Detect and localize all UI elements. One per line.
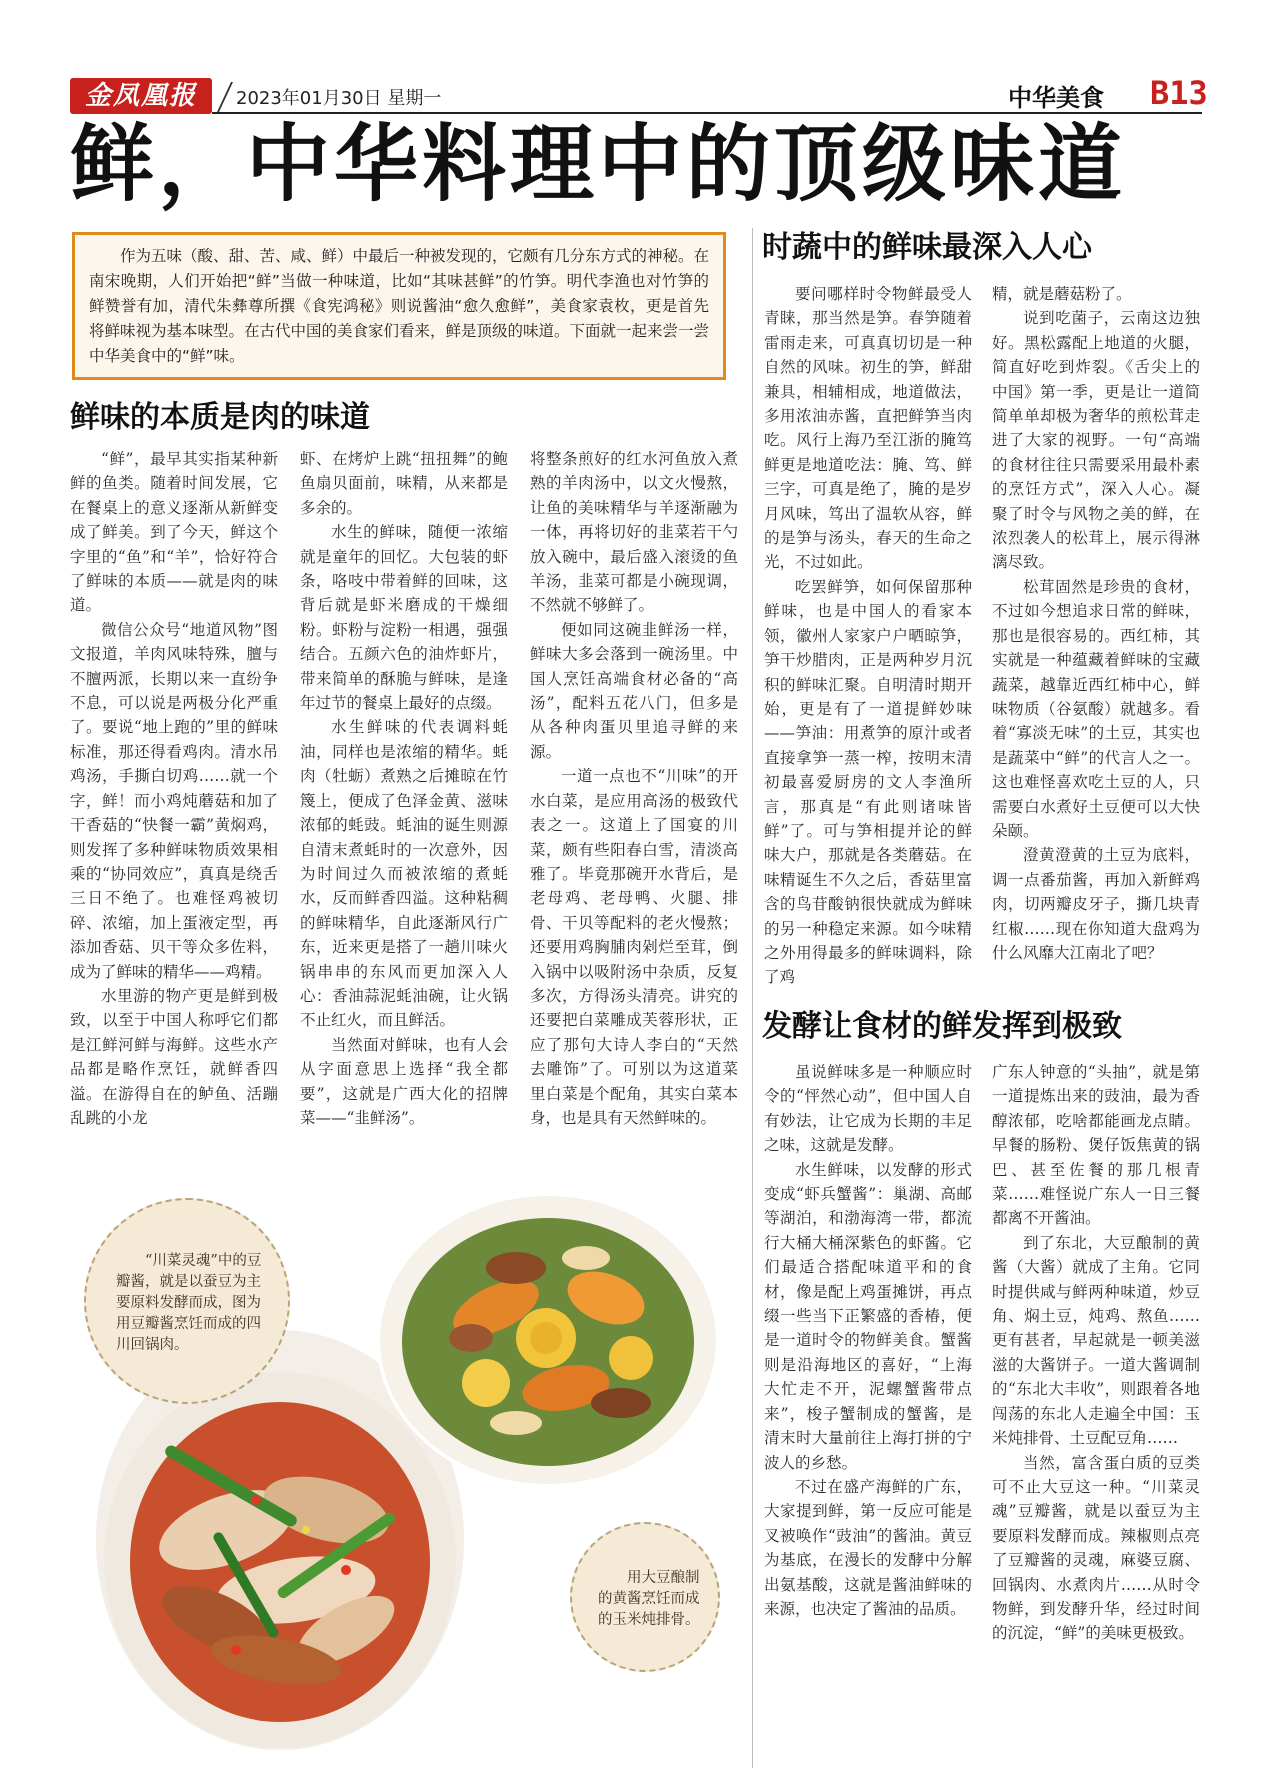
caption-text: “川菜灵魂”中的豆瓣酱，就是以蚕豆为主要原料发酵而成，图为用豆瓣酱烹饪而成的四川回锅肉。 bbox=[116, 1252, 262, 1353]
masthead-slash bbox=[217, 82, 233, 112]
paragraph: 说到吃菌子，云南这边独好。黑松露配上地道的火腿，简直好吃到炸裂。《舌尖上的中国》第一季，更是让一道简简单单却极为奢华的煎松茸走进了大家的视野。一句“高端的食材往往只需要采用最朴素的烹饪方式”，深入人心。凝聚了时令与风物之美的鲜，在浓烈袭人的松茸上，展示得淋漓尽致。 bbox=[992, 309, 1200, 572]
paragraph: 虾、在烤炉上跳“扭扭舞”的鲍鱼扇贝面前，味精，从来都是多余的。 bbox=[300, 450, 508, 517]
paragraph: “鲜”，最早其实指某种新鲜的鱼类。随着时间发展，它在餐桌上的意义逐渐从新鲜变成了鲜美。到了今天，鲜这个字里的“鱼”和“羊”，恰好符合了鲜味的本质——就是肉的味道。 bbox=[70, 450, 278, 615]
article-column-7 bbox=[992, 1060, 1200, 1760]
column-divider bbox=[752, 228, 753, 1768]
paragraph: 将整条煎好的红水河鱼放入煮熟的羊肉汤中，以文火慢熬，让鱼的美味精华与羊逐渐融为一体，再将切好的韭菜若干勺放入碗中，最后盛入滚烫的鱼羊汤，韭菜可都是小碗现调，不然就不够鲜了。 bbox=[530, 450, 738, 615]
article-column-5 bbox=[992, 282, 1200, 994]
paragraph: 要问哪样时令物鲜最受人青睐，那当然是笋。春笋随着雷雨走来，可真真切切是一种自然的风味。初生的笋，鲜甜兼具，相辅相成，地道做法，多用浓油赤酱，直把鲜笋当肉吃。风行上海乃至江浙的腌笃鲜更是地道吃法：腌、笃、鲜三字，可真是绝了，腌的是岁月风味，笃出了温软从容，鲜的是笋与汤头，春天的生命之光，不过如此。 bbox=[764, 285, 972, 572]
paragraph: 水里游的物产更是鲜到极致，以至于中国人称呼它们都是江鲜河鲜与海鲜。这些水产品都是略作烹饪，就鲜香四溢。在游得自在的鲈鱼、活蹦乱跳的小龙 bbox=[70, 986, 278, 1127]
article-column-4 bbox=[764, 282, 972, 994]
paragraph: 虽说鲜味多是一种顺应时令的“怦然心动”，但中国人自有妙法，让它成为长期的丰足之味，这就是发酵。 bbox=[764, 1063, 972, 1155]
photo-corn-braised-ribs bbox=[376, 1188, 720, 1488]
paragraph: 水生鲜味，以发酵的形式变成“虾兵蟹酱”：巢湖、高邮等湖泊，和渤海湾一带，都流行大桶大桶深紫色的虾酱。它们最适合搭配味道平和的食材，像是配上鸡蛋摊饼，再点缀一些当下正繁盛的香椿，便是一道时令的物鲜美食。蟹酱则是沿海地区的喜好，“上海大忙走不开，泥螺蟹酱带点来”，梭子蟹制成的蟹酱，是清末时大量前往上海打拼的宁波人的乡愁。 bbox=[764, 1160, 972, 1472]
intro-box: 作为五味（酸、甜、苦、咸、鲜）中最后一种被发现的，它颇有几分东方式的神秘。在南宋晚期，人们开始把“鲜”当做一种味道，比如“其味甚鲜”的竹笋。明代李渔也对竹笋的鲜赞誉有加，清代朱彝尊所撰《食宪鸿秘》则说酱油“愈久愈鲜”，美食家袁枚，更是首先将鲜味视为基本味型。在古代中国的美食家们看来，鲜是顶级的味道。下面就一起来尝一尝中华美食中的“鲜”味。 bbox=[72, 232, 726, 380]
paragraph: 不过在盛产海鲜的广东，大家提到鲜，第一反应可能是叉被唤作“豉油”的酱油。黄豆为基底，在漫长的发酵中分解出氨基酸，这就是酱油鲜味的来源，也决定了酱油的品质。 bbox=[764, 1477, 972, 1618]
dateline: 2023年01月30日 星期一 bbox=[236, 88, 442, 109]
paragraph: 水生的鲜味，随便一浓缩就是童年的回忆。大包装的虾条，咯吱中带着鲜的回味，这背后就是虾米磨成的干燥细粉。虾粉与淀粉一相遇，强强结合。五颜六色的油炸虾片，带来简单的酥脆与鲜味，是逢年过节的餐桌上最好的点缀。 bbox=[300, 523, 508, 713]
paragraph: 松茸固然是珍贵的食材，不过如今想追求日常的鲜味，那也是很容易的。西红柿，其实就是一种蕴藏着鲜味的宝藏蔬菜，越靠近西红柿中心，鲜味物质（谷氨酸）就越多。看着“寡淡无味”的土豆，其实也是蔬菜中“鲜”的代言人之一。这也难怪喜欢吃土豆的人，只需要白水煮好土豆便可以大快朵颐。 bbox=[992, 577, 1200, 840]
paragraph: 到了东北，大豆酿制的黄酱（大酱）就成了主角。它同时提供咸与鲜两种味道，炒豆角、焖土豆，炖鸡、熬鱼……更有甚者，早起就是一顿美滋滋的大酱饼子。一道大酱调制的“东北大丰收”，则跟着各地闯荡的东北人走遍全中国：玉米炖排骨、土豆配豆角…… bbox=[992, 1233, 1200, 1448]
masthead-rule bbox=[212, 112, 1202, 114]
article-column-1 bbox=[70, 447, 278, 1177]
paragraph: 吃罢鲜笋，如何保留那种鲜味，也是中国人的看家本领，徽州人家家户户晒晾笋，笋干炒腊肉，正是两种岁月沉积的鲜味汇聚。自明清时期开始，更是有了一道提鲜妙味——笋油：用煮笋的原汁或者直接拿笋一蒸一榨，按明末清初最喜爱厨房的文人李渔所言，那真是“有此则诸味皆鲜”了。可与笋相提并论的鲜味大户，那就是各类蘑菇。在味精诞生不久之后，香菇里富含的鸟苷酸钠很快就成为鲜味的另一种稳定来源。如今味精之外用得最多的鲜味调料，除了鸡 bbox=[764, 577, 972, 987]
article-column-6 bbox=[764, 1060, 972, 1760]
page-headline: 鲜，中华料理中的顶级味道 bbox=[70, 115, 1127, 213]
paragraph: 便如同这碗韭鲜汤一样，鲜味大多会落到一碗汤里。中国人烹饪高端食材必备的“高汤”，配料五花八门，但多是从各种肉蛋贝里追寻鲜的来源。 bbox=[530, 620, 738, 761]
paragraph: 当然，富含蛋白质的豆类可不止大豆这一种。“川菜灵魂”豆瓣酱，就是以蚕豆为主要原料发酵而成。辣椒则点亮了豆瓣酱的灵魂，麻婆豆腐、回锅肉、水煮肉片……从时令物鲜，到发酵升华，经过时间的沉淀，“鲜”的美味更极致。 bbox=[992, 1453, 1200, 1643]
paragraph: 水生鲜味的代表调料蚝油，同样也是浓缩的精华。蚝肉（牡蛎）煮熟之后摊晾在竹篾上，便成了色泽金黄、滋味浓郁的蚝豉。蚝油的诞生则源自清末煮蚝时的一次意外，因为时间过久而被浓缩的煮蚝水，反而鲜香四溢。这种粘稠的鲜味精华，自此逐渐风行广东，近来更是搭了一趟川味火锅串串的东风而更加深入人心：香油蒜泥蚝油碗，让火锅不止红火，而且鲜活。 bbox=[300, 718, 508, 1030]
paragraph: 广东人钟意的“头抽”，就是第一道提炼出来的豉油，最为香醇浓郁，吃啥都能画龙点睛。早餐的肠粉、煲仔饭焦黄的锅巴、甚至佐餐的那几根青菜……难怪说广东人一日三餐都离不开酱油。 bbox=[992, 1063, 1200, 1228]
paragraph: 当然面对鲜味，也有人会从字面意思上选择“我全都要”，这就是广西大化的招牌菜——“韭鲜汤”。 bbox=[300, 1035, 508, 1127]
article-column-3 bbox=[530, 447, 738, 1177]
heading-vegetables: 时蔬中的鲜味最深入人心 bbox=[762, 230, 1092, 265]
article-column-2 bbox=[300, 447, 508, 1177]
caption-text: 用大豆酿制的黄酱烹饪而成的玉米炖排骨。 bbox=[598, 1569, 700, 1628]
paragraph: 微信公众号“地道风物”图文报道，羊肉风味特殊，膻与不膻两派，长期以来一直纷争不息，可以说是两极分化严重了。要说“地上跑的”里的鲜味标准，那还得看鸡肉。清水吊鸡汤，手撕白切鸡……就一个字，鲜！而小鸡炖蘑菇和加了干香菇的“快餐一霸”黄焖鸡，则发挥了多种鲜味物质效果相乘的“协同效应”，真真是绕舌三日不绝了。也难怪鸡被切碎、浓缩，加上蛋液定型，再添加香菇、贝干等众多佐料，成为了鲜味的精华——鸡精。 bbox=[70, 620, 278, 981]
caption-twice-cooked-pork bbox=[84, 1198, 290, 1404]
paragraph: 澄黄澄黄的土豆为底料，调一点番茄酱，再加入新鲜鸡肉，切两瓣皮牙子，撕几块青红椒……现在你知道大盘鸡为什么风靡大江南北了吧？ bbox=[992, 846, 1200, 962]
page-number: B13 bbox=[1150, 74, 1208, 112]
paragraph: 一道一点也不“川味”的开水白菜，是应用高汤的极致代表之一。这道上了国宴的川菜，颇有些阳春白雪，清淡高雅了。毕竟那碗开水背后，是老母鸡、老母鸭、火腿、排骨、干贝等配料的老火慢熬；还要用鸡胸脯肉剁烂至茸，倒入锅中以吸附汤中杂质，反复多次，方得汤头清亮。讲究的还要把白菜雕成芙蓉形状，正应了那句大诗人李白的“天然去雕饰”了。可别以为这道菜里白菜是个配角，其实白菜本身，也是具有天然鲜味的。 bbox=[530, 767, 738, 1127]
section-name: 中华美食 bbox=[1008, 84, 1104, 112]
paragraph: 精，就是蘑菇粉了。 bbox=[992, 285, 1132, 303]
heading-meat: 鲜味的本质是肉的味道 bbox=[70, 400, 370, 435]
newspaper-logo: 金凤凰报 bbox=[70, 78, 212, 114]
heading-fermentation: 发酵让食材的鲜发挥到极致 bbox=[762, 1009, 1122, 1044]
caption-corn-ribs bbox=[570, 1522, 720, 1672]
